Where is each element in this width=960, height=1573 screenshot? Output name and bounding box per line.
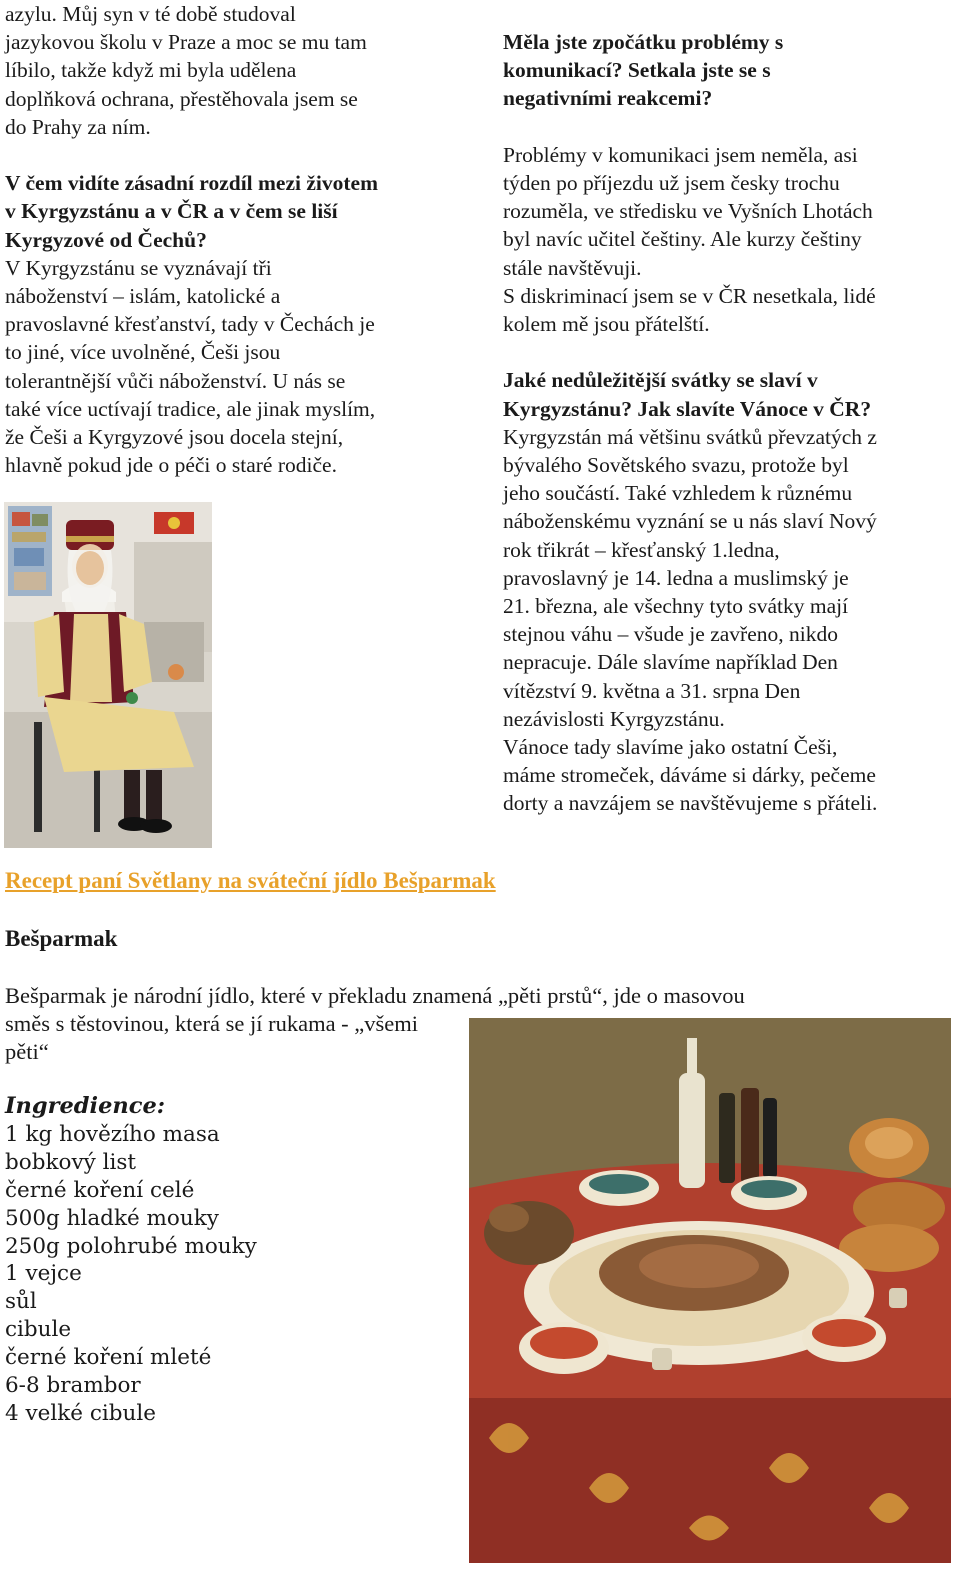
recipe-link[interactable]: Recept paní Světlany na sváteční jídlo Bešparmak	[5, 868, 496, 893]
text-line: kolem mě jsou přátelští.	[503, 312, 710, 337]
ingredient-item: černé koření celé	[5, 1177, 195, 1203]
text-line: Problémy v komunikaci jsem neměla, asi	[503, 142, 858, 167]
interview-answer	[503, 141, 943, 338]
left-column	[5, 0, 460, 479]
ingredient-item: 1 vejce	[5, 1261, 82, 1287]
question-line: Kyrgyzové od Čechů?	[5, 227, 207, 252]
text-line: S diskriminací jsem se v ČR nesetkala, lidé	[503, 283, 876, 308]
text-line: že Češi a Kyrgyzové jsou docela stejní,	[5, 425, 344, 450]
woman-photo	[4, 502, 212, 848]
ingredient-item: černé koření mleté	[5, 1345, 212, 1371]
text-line: to jiné, více uvolněné, Češi jsou	[5, 340, 281, 365]
text-line: nepracuje. Dále slavíme například Den	[503, 650, 838, 675]
text-line: náboženství – islám, katolické a	[5, 284, 281, 309]
question-line: Měla jste zpočátku problémy s	[503, 30, 784, 54]
text-line: azylu. Můj syn v té době studoval	[5, 2, 296, 26]
ingredients-title: Ingredience:	[5, 1093, 166, 1119]
ingredient-item: bobkový list	[5, 1149, 136, 1175]
ingredient-item: 4 velké cibule	[5, 1400, 156, 1426]
text-line: dorty a navzájem se navštěvujeme s přáteli.	[503, 791, 878, 816]
interview-question	[503, 28, 943, 113]
text-line: máme stromeček, dáváme si dárky, pečeme	[503, 763, 876, 788]
question-line: negativními reakcemi?	[503, 86, 713, 111]
text-line: stále navštěvuji.	[503, 255, 642, 280]
text-line: náboženskému vyznání se u nás slaví Nový	[503, 509, 877, 534]
text-line: tolerantnější vůči náboženství. U nás se	[5, 368, 346, 393]
text-line: pravoslavný je 14. ledna a muslimský je	[503, 565, 849, 590]
right-column	[503, 28, 943, 818]
text-line: Vánoce tady slavíme jako ostatní Češi,	[503, 735, 838, 760]
ingredient-item: 1 kg hovězího masa	[5, 1121, 220, 1147]
text-line: 21. března, ale všechny tyto svátky mají	[503, 594, 849, 619]
text-line: doplňková ochrana, přestěhovala jsem se	[5, 86, 358, 111]
text-line: rozuměla, ve středisku ve Vyšních Lhotách	[503, 199, 873, 224]
question-line: Jaké nedůležitější svátky se slaví v	[503, 368, 818, 393]
text-line: nezávislosti Kyrgyzstánu.	[503, 706, 725, 731]
text-line: také více uctívají tradice, ale jinak myslím,	[5, 396, 376, 421]
interview-question	[5, 169, 460, 254]
interview-answer	[503, 423, 943, 818]
ingredient-item: 500g hladké mouky	[5, 1205, 219, 1231]
description-line: směs s těstovinou, která se jí rukama - „všemi pěti“	[5, 1011, 419, 1065]
description-line: Bešparmak je národní jídlo, které v překladu znamená „pěti prstů“, jde o masovou	[5, 983, 745, 1008]
food-photo	[469, 1018, 951, 1563]
ingredient-item: 6-8 brambor	[5, 1373, 141, 1399]
text-line: jeho součástí. Také vzhledem k různému	[503, 481, 853, 506]
text-line: jazykovou školu v Praze a moc se mu tam	[5, 30, 367, 55]
question-line: Kyrgyzstánu? Jak slavíte Vánoce v ČR?	[503, 396, 872, 421]
text-line: bývalého Sovětského svazu, protože byl	[503, 453, 849, 478]
ingredients-list	[5, 1093, 257, 1428]
text-line: V Kyrgyzstánu se vyznávají tři	[5, 255, 272, 280]
intro-paragraph	[5, 0, 460, 141]
ingredient-item: cibule	[5, 1317, 72, 1343]
text-line: rok třikrát – křesťanský 1.ledna,	[503, 537, 780, 562]
text-line: hlavně pokud jde o péči o staré rodiče.	[5, 453, 337, 478]
text-line: stejnou váhu – všude je zavřeno, nikdo	[503, 622, 838, 647]
text-line: líbilo, takže když mi byla udělena	[5, 58, 297, 83]
text-line: byl navíc učitel češtiny. Ale kurzy češtiny	[503, 227, 862, 252]
question-line: V čem vidíte zásadní rozdíl mezi životem	[5, 171, 378, 196]
text-line: Kyrgyzstán má většinu svátků převzatých z	[503, 424, 877, 449]
ingredient-item: sůl	[5, 1289, 37, 1315]
question-line: komunikací? Setkala jste se s	[503, 58, 771, 83]
dish-title: Bešparmak	[5, 926, 118, 951]
interview-answer	[5, 254, 460, 480]
interview-question	[503, 366, 943, 422]
text-line: do Prahy za ním.	[5, 114, 151, 139]
text-line: pravoslavné křesťanství, tady v Čechách je	[5, 312, 375, 337]
ingredient-item: 250g polohrubé mouky	[5, 1233, 257, 1259]
text-line: vítězství 9. května a 31. srpna Den	[503, 678, 801, 703]
question-line: v Kyrgyzstánu a v ČR a v čem se liší	[5, 199, 338, 224]
text-line: týden po příjezdu už jsem česky trochu	[503, 171, 840, 195]
